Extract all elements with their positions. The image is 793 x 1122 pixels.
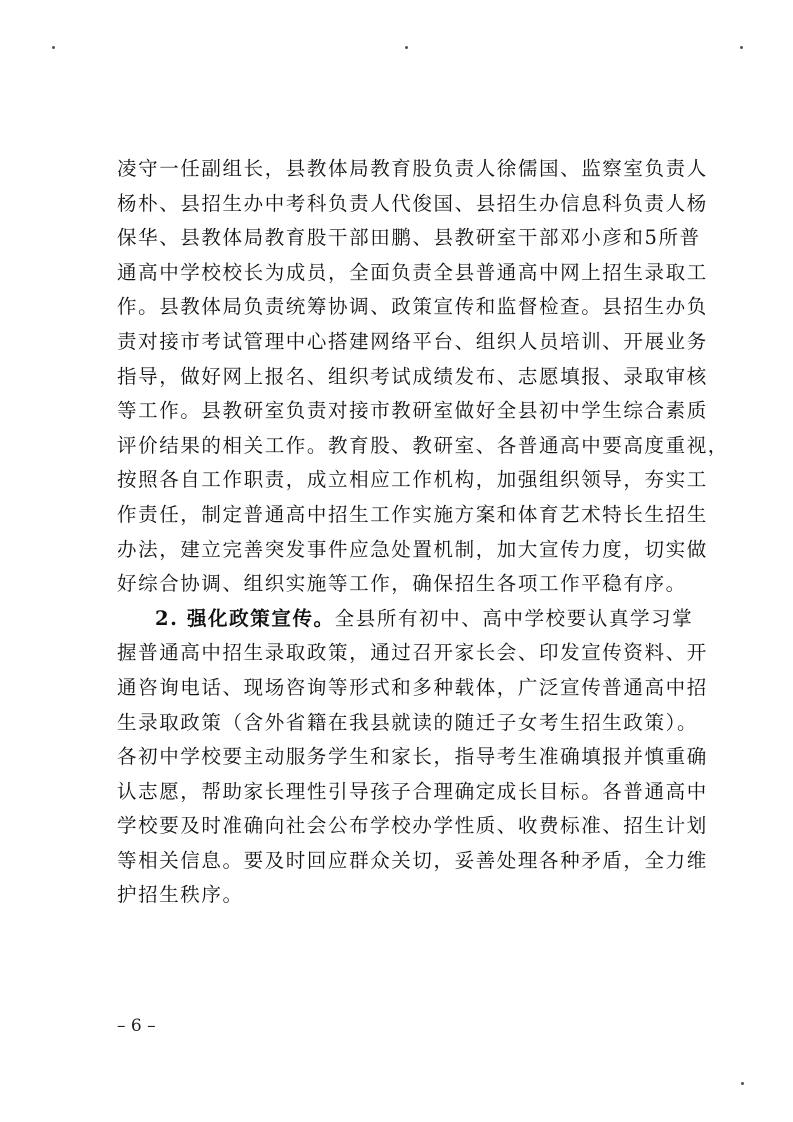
section-heading: 2. 强化政策宣传。 <box>155 606 335 630</box>
text-line: 学校要及时准确向社会公布学校办学性质、收费标准、招生计划 <box>117 814 708 838</box>
text-line: 责对接市考试管理中心搭建网络平台、组织人员培训、开展业务 <box>117 329 708 353</box>
text-line: 握普通高中招生录取政策，通过召开家长会、印发宣传资料、开 <box>117 641 708 665</box>
text-line: 作。县教体局负责统筹协调、政策宣传和监督检查。县招生办负 <box>117 295 708 319</box>
text-line: 护招生秩序。 <box>117 883 244 907</box>
text-line: 通咨询电话、现场咨询等形式和多种载体，广泛宣传普通高中招 <box>117 675 708 699</box>
text-line: 等工作。县教研室负责对接市教研室做好全县初中学生综合素质 <box>117 399 708 423</box>
paragraph-first-line <box>117 602 701 637</box>
scan-dot <box>741 1082 744 1085</box>
scan-dot <box>405 46 408 49</box>
text-line: 认志愿，帮助家长理性引导孩子合理确定成长目标。各普通高中 <box>117 779 708 803</box>
text-segment: 全县所有初中、高中学校要认真学习掌 <box>334 606 694 630</box>
document-body <box>117 152 729 913</box>
text-line: 评价结果的相关工作。教育股、教研室、各普通高中要高度重视， <box>117 433 729 457</box>
text-line: 凌守一任副组长，县教体局教育股负责人徐儒国、监察室负责人 <box>117 157 708 180</box>
text-line: 好综合协调、组织实施等工作，确保招生各项工作平稳有序。 <box>117 572 687 596</box>
text-line: 各初中学校要主动服务学生和家长，指导考生准确填报并慎重确 <box>117 745 708 769</box>
text-line: 等相关信息。要及时回应群众关切，妥善处理各种矛盾，全力维 <box>117 848 708 872</box>
text-line: 作责任，制定普通高中招生工作实施方案和体育艺术特长生招生 <box>117 502 708 526</box>
text-line: 指导，做好网上报名、组织考试成绩发布、志愿填报、录取审核 <box>117 364 708 388</box>
scan-dot <box>52 46 55 49</box>
text-line: 保华、县教体局教育股干部田鹏、县教研室干部邓小彦和5所普 <box>117 226 701 250</box>
text-line: 通高中学校校长为成员，全面负责全县普通高中网上招生录取工 <box>117 260 708 284</box>
text-line: 生录取政策（含外省籍在我县就读的随迁子女考生招生政策）。 <box>117 710 699 734</box>
scan-dot <box>740 46 743 49</box>
text-line: 杨朴、县招生办中考科负责人代俊国、县招生办信息科负责人杨 <box>117 191 708 215</box>
page-number: – 6 – <box>117 1016 156 1036</box>
text-line: 按照各自工作职责，成立相应工作机构，加强组织领导，夯实工 <box>117 468 708 492</box>
text-line: 办法，建立完善突发事件应急处置机制，加大宣传力度，切实做 <box>117 537 708 561</box>
